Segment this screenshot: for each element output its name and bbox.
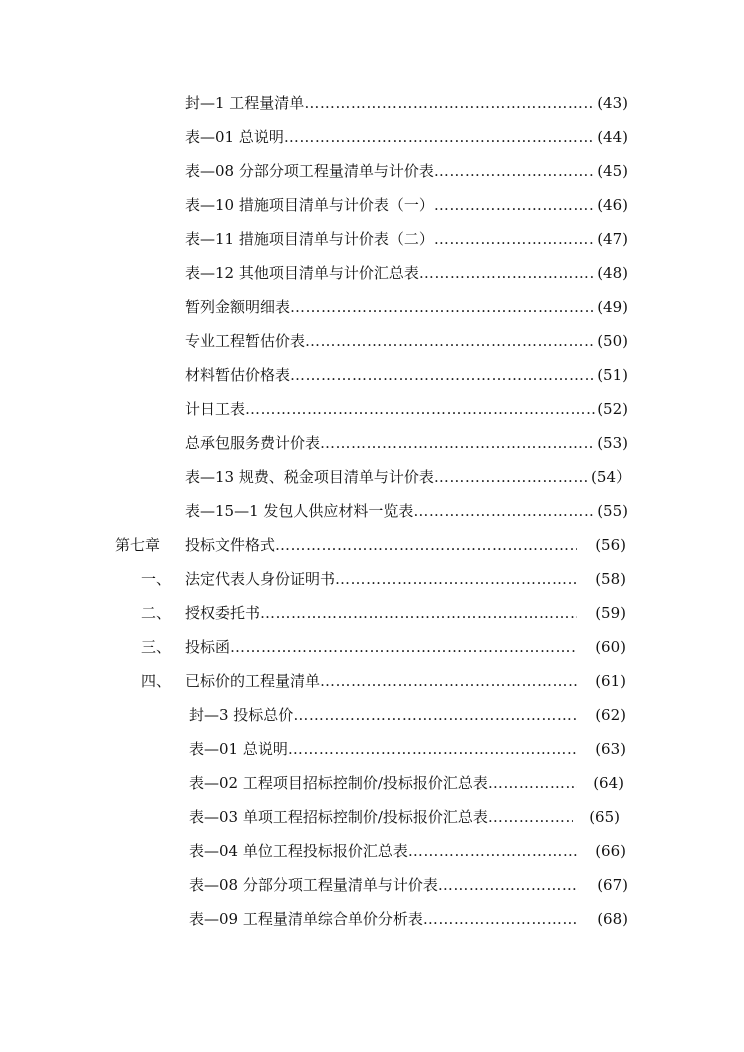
toc-entry-page: (48) (597, 264, 628, 282)
toc-leader (408, 841, 577, 861)
toc-entry-title: 表—12 其他项目清单与计价汇总表 (185, 264, 419, 282)
toc-entry-title: 总承包服务费计价表 (185, 434, 321, 452)
toc-entry-title: 表—01 总说明 (189, 740, 288, 758)
toc-section (141, 569, 626, 589)
toc-entry-page: (46) (597, 196, 628, 214)
toc-section-number: 一、 (141, 570, 172, 588)
toc-entry-title: 计日工表 (185, 400, 246, 418)
toc-entry-page: (54） (591, 468, 631, 486)
toc-entry-page: (47) (597, 230, 628, 248)
toc-leader (434, 161, 595, 181)
toc-entry (185, 229, 628, 249)
toc-entry-page: (64) (593, 774, 624, 792)
toc-entry-title: 表—09 工程量清单综合单价分析表 (189, 910, 423, 928)
toc-leader (419, 263, 595, 283)
toc-entry-page: (58) (595, 570, 626, 588)
toc-entry-title: 专业工程暂估价表 (185, 332, 306, 350)
toc-entry (189, 807, 620, 827)
toc-leader (320, 671, 577, 691)
toc-entry (189, 841, 626, 861)
toc-entry-page: (56) (595, 536, 626, 554)
toc-entry-title: 表—08 分部分项工程量清单与计价表 (189, 876, 438, 894)
toc-entry-title: 投标函 (185, 638, 231, 656)
toc-entry (185, 501, 628, 521)
toc-entry (185, 433, 628, 453)
toc-leader (434, 229, 595, 249)
toc-entry-page: (50) (597, 332, 628, 350)
toc-leader (230, 637, 577, 657)
toc-entry (185, 365, 628, 385)
toc-leader (335, 569, 577, 589)
toc-entry-page: (66) (595, 842, 626, 860)
toc-entry-title: 封—3 投标总价 (189, 706, 294, 724)
toc-leader (434, 467, 589, 487)
toc-entry-title: 材料暂估价格表 (185, 366, 291, 384)
toc-entry-title: 表—13 规费、税金项目清单与计价表 (185, 468, 434, 486)
toc-entry-page: (59) (595, 604, 626, 622)
toc-leader (288, 739, 577, 759)
toc-entry (189, 739, 626, 759)
toc-leader (304, 93, 595, 113)
toc-leader (290, 365, 595, 385)
toc-entry (189, 705, 626, 725)
toc-entry-title: 表—02 工程项目招标控制价/投标报价汇总表 (189, 774, 488, 792)
toc-leader (488, 773, 577, 793)
toc-entry-page: (60) (595, 638, 626, 656)
toc-section (141, 603, 626, 623)
toc-entry-title: 表—04 单位工程投标报价汇总表 (189, 842, 408, 860)
toc-entry-title: 法定代表人身份证明书 (185, 570, 336, 588)
toc-chapter-number: 第七章 (115, 536, 161, 554)
toc-leader (438, 875, 579, 895)
toc-entry-title: 表—01 总说明 (185, 128, 284, 146)
toc-leader (423, 909, 579, 929)
toc-entry-title: 表—03 单项工程招标控制价/投标报价汇总表 (189, 808, 488, 826)
toc-entry (185, 263, 628, 283)
toc-entry-title: 表—08 分部分项工程量清单与计价表 (185, 162, 434, 180)
toc-entry (185, 467, 631, 487)
toc-leader (245, 399, 595, 419)
toc-entry (185, 331, 628, 351)
toc-entry (189, 909, 628, 929)
toc-entry-page: (43) (597, 94, 628, 112)
toc-entry (189, 875, 628, 895)
toc-entry-page: (65) (589, 808, 620, 826)
toc-entry-title: 表—15—1 发包人供应材料一览表 (185, 502, 414, 520)
toc-entry-page: (52) (597, 400, 628, 418)
toc-leader (305, 331, 595, 351)
toc-entry (189, 773, 624, 793)
toc-leader (275, 535, 577, 555)
toc-entry (185, 399, 628, 419)
toc-leader (413, 501, 595, 521)
toc-entry-page: (61) (595, 672, 626, 690)
toc-entry-title: 投标文件格式 (185, 536, 276, 554)
toc-entry-title: 暂列金额明细表 (185, 298, 291, 316)
toc-entry (185, 93, 628, 113)
toc-leader (290, 297, 595, 317)
toc-entry-page: (68) (597, 910, 628, 928)
toc-entry-page: (62) (595, 706, 626, 724)
toc-leader (488, 807, 573, 827)
toc-entry-page: (53) (597, 434, 628, 452)
toc-chapter (115, 535, 626, 555)
toc-entry (185, 161, 628, 181)
toc-entry-page: (49) (597, 298, 628, 316)
toc-entry-title: 授权委托书 (185, 604, 261, 622)
toc-section-number: 三、 (141, 638, 172, 656)
toc-entry-page: (55) (597, 502, 628, 520)
toc-entry (185, 127, 628, 147)
toc-section (141, 637, 626, 657)
toc-leader (284, 127, 595, 147)
toc-entry (185, 297, 628, 317)
toc-entry-title: 表—10 措施项目清单与计价表（一） (185, 196, 434, 214)
toc-entry-page: (63) (595, 740, 626, 758)
toc-section-number: 四、 (141, 672, 172, 690)
toc-entry-title: 封—1 工程量清单 (185, 94, 305, 112)
toc-entry-page: (51) (597, 366, 628, 384)
toc-leader (320, 433, 595, 453)
toc-leader (260, 603, 577, 623)
toc-entry-page: (45) (597, 162, 628, 180)
toc-section (141, 671, 626, 691)
toc-entry-title: 表—11 措施项目清单与计价表（二） (185, 230, 434, 248)
toc-leader (434, 195, 595, 215)
toc-entry-page: (44) (597, 128, 628, 146)
toc-entry-page: (67) (597, 876, 628, 894)
toc-entry-title: 已标价的工程量清单 (185, 672, 321, 690)
toc-entry (185, 195, 628, 215)
toc-leader (293, 705, 577, 725)
toc-section-number: 二、 (141, 604, 172, 622)
